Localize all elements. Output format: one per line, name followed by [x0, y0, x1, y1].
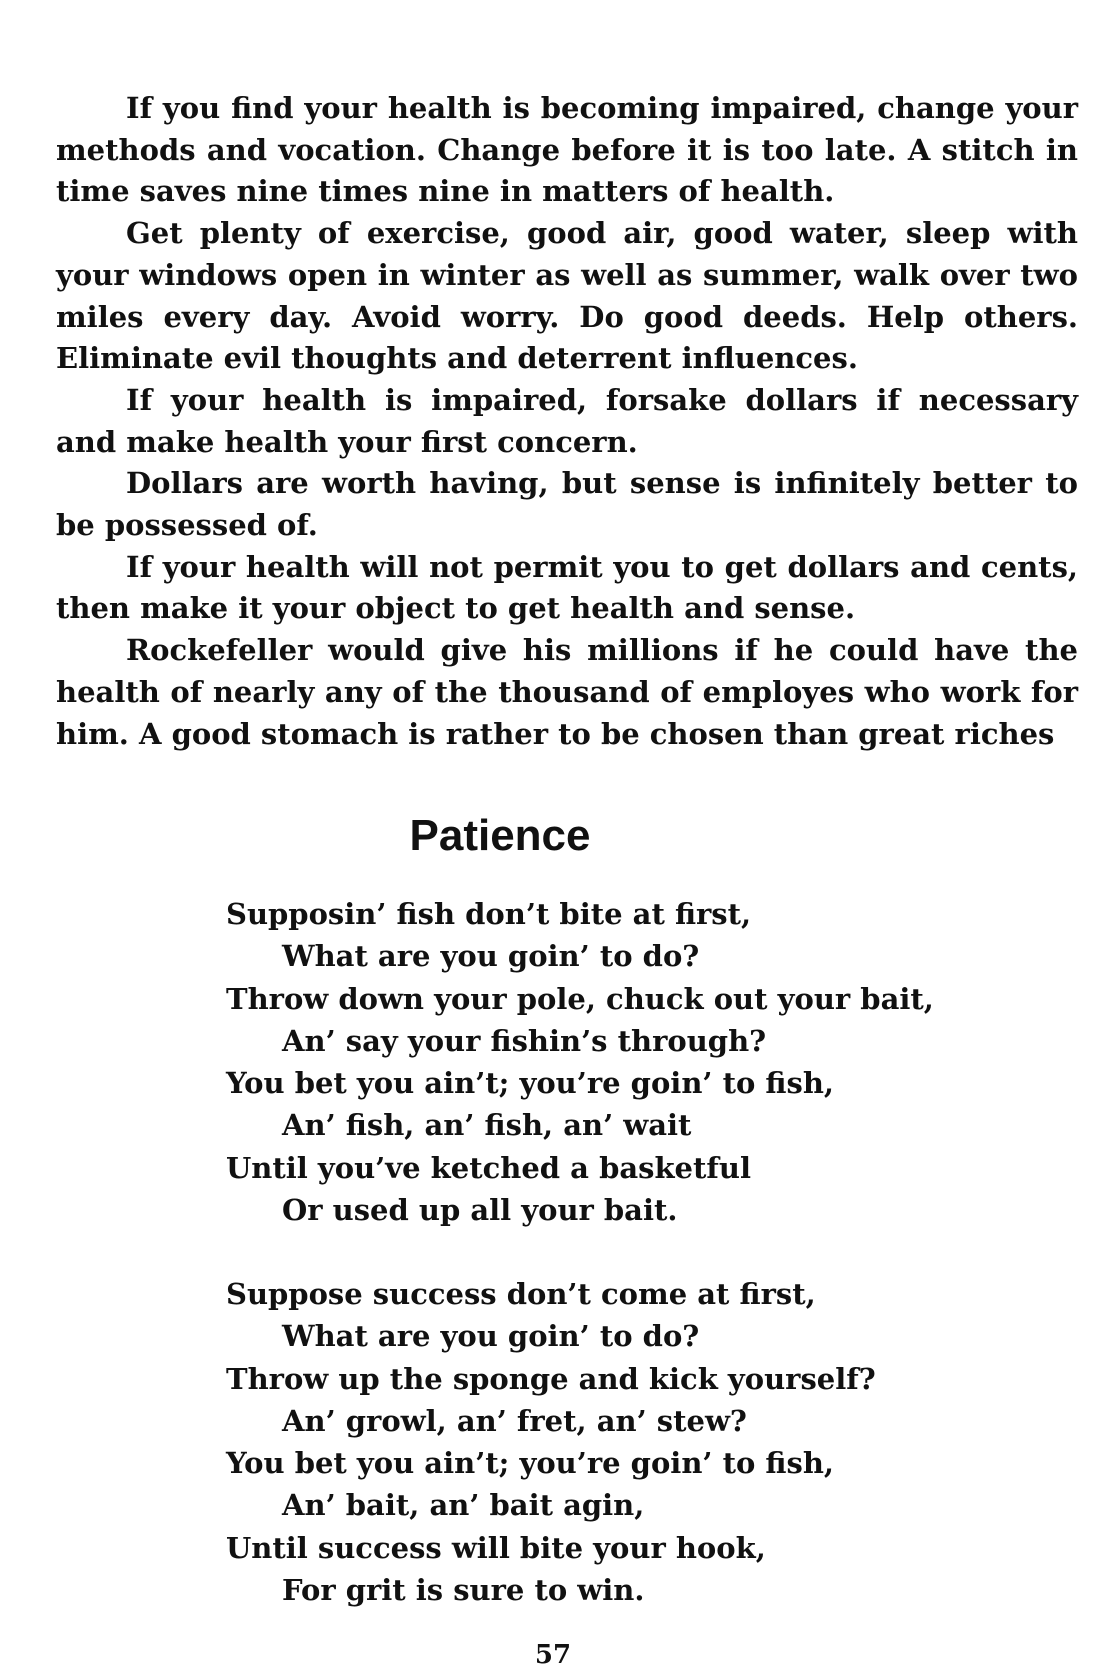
paragraph: If your health will not permit you to get dollars and cents, then make it your object to get health and sense. — [56, 549, 1078, 626]
poem-line: An’ say your fishin’s through? — [282, 1023, 767, 1058]
poem-line: Throw up the sponge and kick yourself? — [226, 1361, 876, 1396]
poem-line: You bet you ain’t; you’re goin’ to fish, — [226, 1066, 835, 1101]
paragraph: Rockefeller would give his millions if he could have the health of nearly any of the thousand of employes who work for him. A good stomach is rather to be chosen than great riches — [56, 633, 1078, 751]
paragraph: Dollars are worth having, but sense is infinitely better to be possessed of. — [56, 466, 1078, 543]
poem-line: Until you’ve ketched a basketful — [226, 1150, 751, 1185]
poem-line: An’ bait, an’ bait agin, — [282, 1488, 645, 1523]
paragraph: If your health is impaired, forsake dollars if necessary and make health your first concern. — [56, 382, 1078, 459]
poem-line: You bet you ain’t; you’re goin’ to fish, — [226, 1446, 835, 1481]
paragraph: Get plenty of exercise, good air, good water, sleep with your windows open in winter as well as summer, walk over two miles every day. Avoid worry. Do good deeds. Help others. Eliminate evil thoughts and deterrent influences. — [56, 216, 1078, 376]
poem-line: What are you goin’ to do? — [282, 939, 700, 974]
prose-section — [56, 88, 1078, 755]
poem-line: For grit is sure to win. — [282, 1573, 645, 1608]
poem-title: Patience — [409, 811, 591, 860]
paragraph: If you find your health is becoming impaired, change your methods and vocation. Change before it is too late. A stitch in time saves nine times nine in matters of health. — [56, 91, 1078, 209]
poem-line: Until success will bite your hook, — [226, 1530, 766, 1565]
poem-stanza — [226, 893, 1046, 1231]
poem-line: Supposin’ fish don’t bite at first, — [226, 897, 752, 931]
poem-line: Or used up all your bait. — [282, 1193, 678, 1228]
poem-line: Throw down your pole, chuck out your bait, — [226, 981, 934, 1016]
poem-stanza — [226, 1273, 1046, 1611]
poem-line: An’ growl, an’ fret, an’ stew? — [282, 1403, 747, 1438]
page-number: 57 — [534, 1640, 572, 1670]
poem-line: An’ fish, an’ fish, an’ wait — [282, 1108, 692, 1143]
poem-line: What are you goin’ to do? — [282, 1319, 700, 1354]
poem-line: Suppose success don’t come at first, — [226, 1277, 816, 1311]
